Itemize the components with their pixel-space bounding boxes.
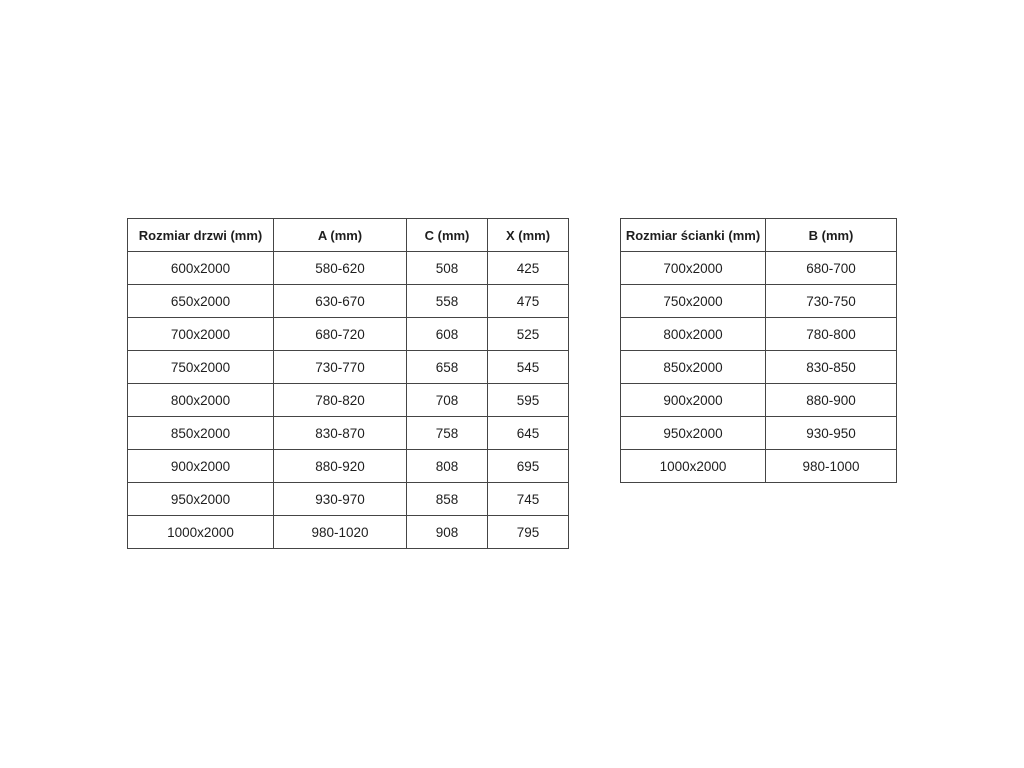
table-cell: 750x2000	[621, 285, 766, 318]
table-cell: 830-850	[766, 351, 897, 384]
table-cell: 858	[407, 483, 488, 516]
table-row	[621, 252, 897, 285]
wall-sizes-table	[620, 218, 897, 483]
table-cell: 780-800	[766, 318, 897, 351]
table-cell: 900x2000	[128, 450, 274, 483]
table-row	[128, 516, 569, 549]
table-cell: 980-1000	[766, 450, 897, 483]
table-cell: 600x2000	[128, 252, 274, 285]
table-cell: 850x2000	[621, 351, 766, 384]
table-cell: 425	[488, 252, 569, 285]
table-cell: 758	[407, 417, 488, 450]
door-sizes-table	[127, 218, 569, 549]
table-cell: 980-1020	[274, 516, 407, 549]
table-row	[621, 450, 897, 483]
table-row	[128, 450, 569, 483]
table-row	[128, 285, 569, 318]
table-cell: 800x2000	[621, 318, 766, 351]
table-row	[621, 384, 897, 417]
table-cell: 708	[407, 384, 488, 417]
table-cell: 595	[488, 384, 569, 417]
table-cell: 950x2000	[128, 483, 274, 516]
table-cell: 545	[488, 351, 569, 384]
table-cell: 730-750	[766, 285, 897, 318]
table-cell: 880-920	[274, 450, 407, 483]
table-cell: 795	[488, 516, 569, 549]
table-cell: 608	[407, 318, 488, 351]
table-cell: 850x2000	[128, 417, 274, 450]
table-cell: 800x2000	[128, 384, 274, 417]
table-cell: 508	[407, 252, 488, 285]
table-cell: 558	[407, 285, 488, 318]
table-row	[128, 384, 569, 417]
table-row	[128, 483, 569, 516]
table-cell: 930-970	[274, 483, 407, 516]
column-header: B (mm)	[766, 219, 897, 252]
table-cell: 695	[488, 450, 569, 483]
header-row	[621, 219, 897, 252]
table-cell: 900x2000	[621, 384, 766, 417]
table-cell: 950x2000	[621, 417, 766, 450]
table-row	[128, 351, 569, 384]
table-row	[621, 318, 897, 351]
table-cell: 780-820	[274, 384, 407, 417]
table-cell: 908	[407, 516, 488, 549]
table-cell: 630-670	[274, 285, 407, 318]
table-cell: 680-700	[766, 252, 897, 285]
column-header: Rozmiar ścianki (mm)	[621, 219, 766, 252]
table-row	[128, 252, 569, 285]
table-cell: 830-870	[274, 417, 407, 450]
table-cell: 645	[488, 417, 569, 450]
table-cell: 680-720	[274, 318, 407, 351]
table-cell: 808	[407, 450, 488, 483]
table-cell: 1000x2000	[128, 516, 274, 549]
table-cell: 750x2000	[128, 351, 274, 384]
table-cell: 745	[488, 483, 569, 516]
table-cell: 525	[488, 318, 569, 351]
table-row	[621, 285, 897, 318]
table-cell: 930-950	[766, 417, 897, 450]
table-cell: 658	[407, 351, 488, 384]
table-cell: 880-900	[766, 384, 897, 417]
column-header: X (mm)	[488, 219, 569, 252]
table-row	[621, 351, 897, 384]
table-row	[621, 417, 897, 450]
column-header: Rozmiar drzwi (mm)	[128, 219, 274, 252]
table-cell: 730-770	[274, 351, 407, 384]
table-cell: 700x2000	[128, 318, 274, 351]
header-row	[128, 219, 569, 252]
table-cell: 650x2000	[128, 285, 274, 318]
table-cell: 1000x2000	[621, 450, 766, 483]
column-header: A (mm)	[274, 219, 407, 252]
column-header: C (mm)	[407, 219, 488, 252]
table-row	[128, 417, 569, 450]
table-cell: 700x2000	[621, 252, 766, 285]
table-cell: 475	[488, 285, 569, 318]
table-cell: 580-620	[274, 252, 407, 285]
table-row	[128, 318, 569, 351]
